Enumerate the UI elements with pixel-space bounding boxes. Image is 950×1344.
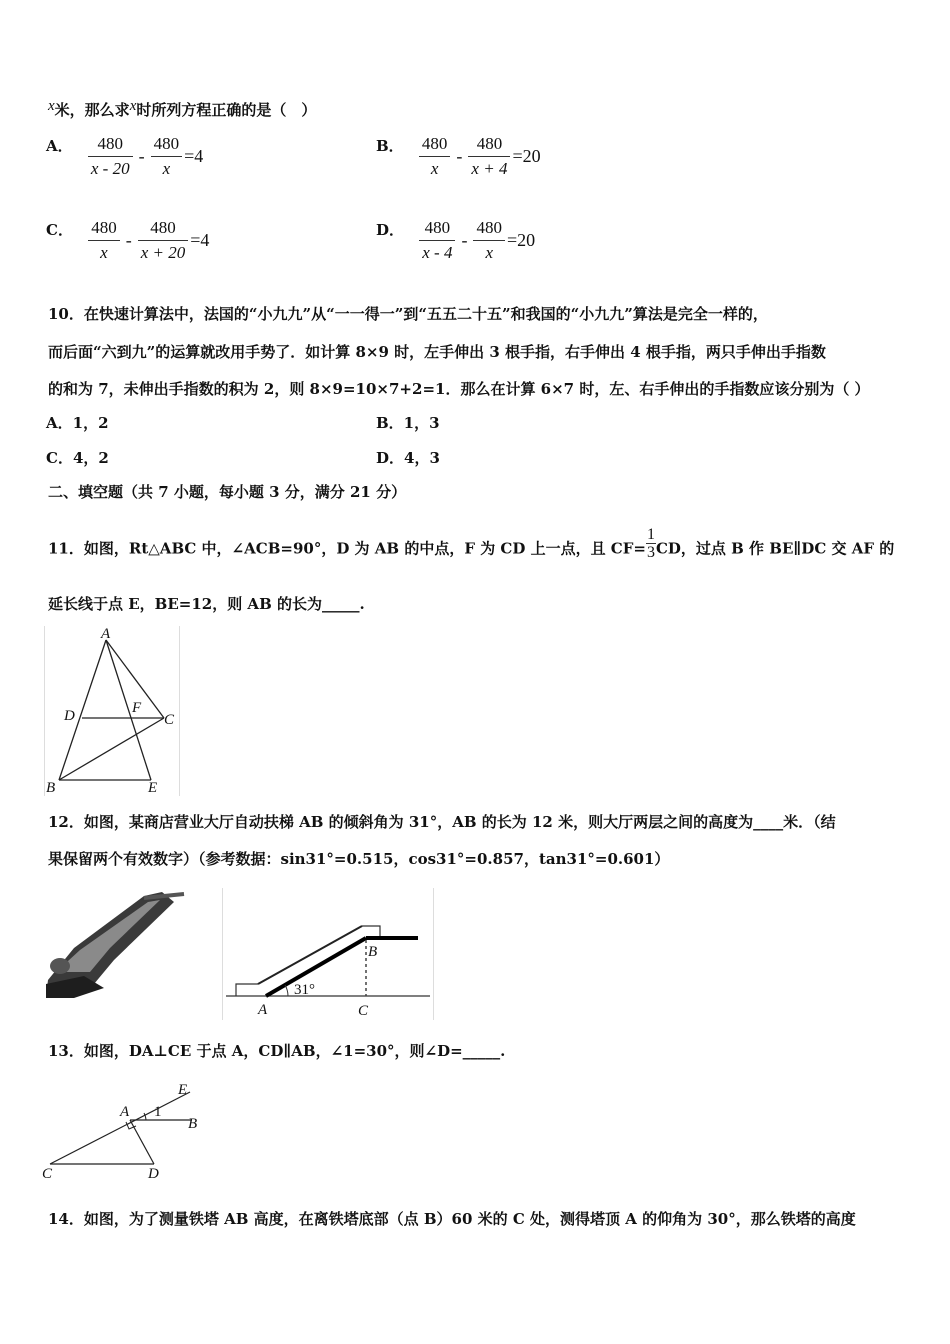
numerator: 1 <box>646 526 655 543</box>
option-label: A． <box>46 136 73 155</box>
q9-option-b <box>376 134 541 179</box>
label-c: C <box>164 712 175 728</box>
right-hand-side: =20 <box>506 230 536 250</box>
equation <box>417 218 535 263</box>
denominator: x + 20 <box>140 243 186 262</box>
q13-line-1: 13．如图，DA⊥CE 于点 A，CD∥AB，∠1=30°，则∠D=_____. <box>48 1042 506 1060</box>
label-b: B <box>46 780 56 796</box>
operator: - <box>125 230 132 250</box>
numerator: 480 <box>88 134 133 157</box>
q10-option-a: A．1，2 <box>46 414 109 432</box>
operator: - <box>138 146 145 166</box>
label-e: E <box>178 1082 188 1098</box>
angle-1-arc <box>144 1113 146 1120</box>
q10-line-3: 的和为 7，未伸出手指数的积为 2，则 8×9=10×7+2=1．那么在计算 6×7 时，左、右手伸出的手指数应该分别为（ ） <box>48 380 870 398</box>
angle-label: 31° <box>294 982 315 998</box>
q10-option-b: B．1，3 <box>376 414 440 432</box>
q12-escalator-diagram <box>222 888 434 1020</box>
option-label: D． <box>376 220 405 239</box>
numerator: 480 <box>468 134 510 157</box>
section-heading: 二、填空题（共 7 小题，每小题 3 分，满分 21 分） <box>48 483 407 501</box>
escalator-photo <box>44 888 190 1000</box>
equation <box>417 134 541 179</box>
q11-line-2: 延长线于点 E，BE=12，则 AB 的长为_____. <box>48 595 365 613</box>
equation <box>86 134 203 179</box>
denominator: x + 4 <box>471 159 508 178</box>
denominator: x <box>162 159 171 178</box>
denominator: x <box>485 243 493 262</box>
q11-text-a: 11．如图，Rt△ABC 中，∠ACB=90°，D 为 AB 的中点，F 为 CD 上一点，且 CF= <box>48 539 646 558</box>
q10-option-d: D．4，3 <box>376 449 440 467</box>
right-hand-side: =4 <box>184 146 204 166</box>
handrail-line <box>258 926 362 984</box>
denominator: x <box>100 243 108 262</box>
numerator: 480 <box>419 218 455 241</box>
numerator: 480 <box>88 218 120 241</box>
denominator: 3 <box>646 544 655 561</box>
label-d: D <box>64 708 75 724</box>
q12-line-2: 果保留两个有效数字）（参考数据：sin31°=0.515，cos31°=0.857，tan31°=0.601） <box>48 850 670 868</box>
q11-line-1 <box>48 526 895 567</box>
escalator-handrail-end <box>50 958 70 974</box>
denominator: x <box>430 159 439 178</box>
operator: - <box>461 230 468 250</box>
right-hand-side: =20 <box>512 146 541 166</box>
denominator: x - 20 <box>90 159 130 178</box>
label-b: B <box>368 944 378 960</box>
q10-option-c: C．4，2 <box>46 449 109 467</box>
q14-line-1: 14．如图，为了测量铁塔 AB 高度，在离铁塔底部（点 B）60 米的 C 处，测得塔顶 A 的仰角为 30°，那么铁塔的高度 <box>48 1210 856 1228</box>
label-c: C <box>358 1003 369 1019</box>
segment-ae <box>106 640 151 780</box>
q13-figure <box>42 1078 214 1184</box>
label-f: F <box>132 700 142 716</box>
label-a: A <box>120 1104 130 1120</box>
angle-arc <box>285 985 288 996</box>
q10-line-2: 而后面“六到九”的运算就改用手势了．如计算 8×9 时，左手伸出 3 根手指，右手伸出 4 根手指，两只手伸出手指数 <box>48 343 826 361</box>
q11-fraction <box>646 526 656 561</box>
q9-intro <box>48 100 316 121</box>
option-label: B． <box>376 136 404 155</box>
label-c: C <box>42 1166 53 1182</box>
lower-landing <box>236 984 258 996</box>
numerator: 480 <box>473 218 505 241</box>
q9-var-x-2: x <box>129 98 137 114</box>
q9-option-d <box>376 218 535 263</box>
q9-intro-text-2: 时所列方程正确的是（ ） <box>136 101 317 119</box>
numerator: 480 <box>151 134 183 157</box>
operator: - <box>456 146 463 166</box>
option-label: C． <box>46 220 73 239</box>
label-e: E <box>148 780 158 796</box>
label-a: A <box>101 626 111 642</box>
q10-line-1: 10．在快速计算法中，法国的“小九九”从“一一得一”到“五五二十五”和我国的“小九九”算法是完全一样的， <box>48 305 768 323</box>
label-d: D <box>148 1166 159 1182</box>
q9-option-a <box>46 134 203 179</box>
q11-triangle-figure <box>44 626 180 796</box>
label-1: 1 <box>154 1104 162 1120</box>
line-ce <box>50 1092 190 1164</box>
q12-line-1: 12．如图，某商店营业大厅自动扶梯 AB 的倾斜角为 31°，AB 的长为 12 米，则大厅两层之间的高度为____米．（结 <box>48 813 836 831</box>
escalator-ab <box>266 938 366 996</box>
q9-option-c <box>46 218 209 263</box>
label-a: A <box>258 1002 268 1018</box>
equation <box>86 218 209 263</box>
numerator: 480 <box>419 134 451 157</box>
numerator: 480 <box>138 218 189 241</box>
q9-var-x-1: x <box>48 98 55 114</box>
q9-intro-text-1: 米，那么求 <box>54 101 130 119</box>
label-b: B <box>188 1116 198 1132</box>
q11-text-b: CD，过点 B 作 BE∥DC 交 AF 的 <box>655 539 895 558</box>
right-hand-side: =4 <box>190 230 210 250</box>
denominator: x - 4 <box>422 243 453 262</box>
